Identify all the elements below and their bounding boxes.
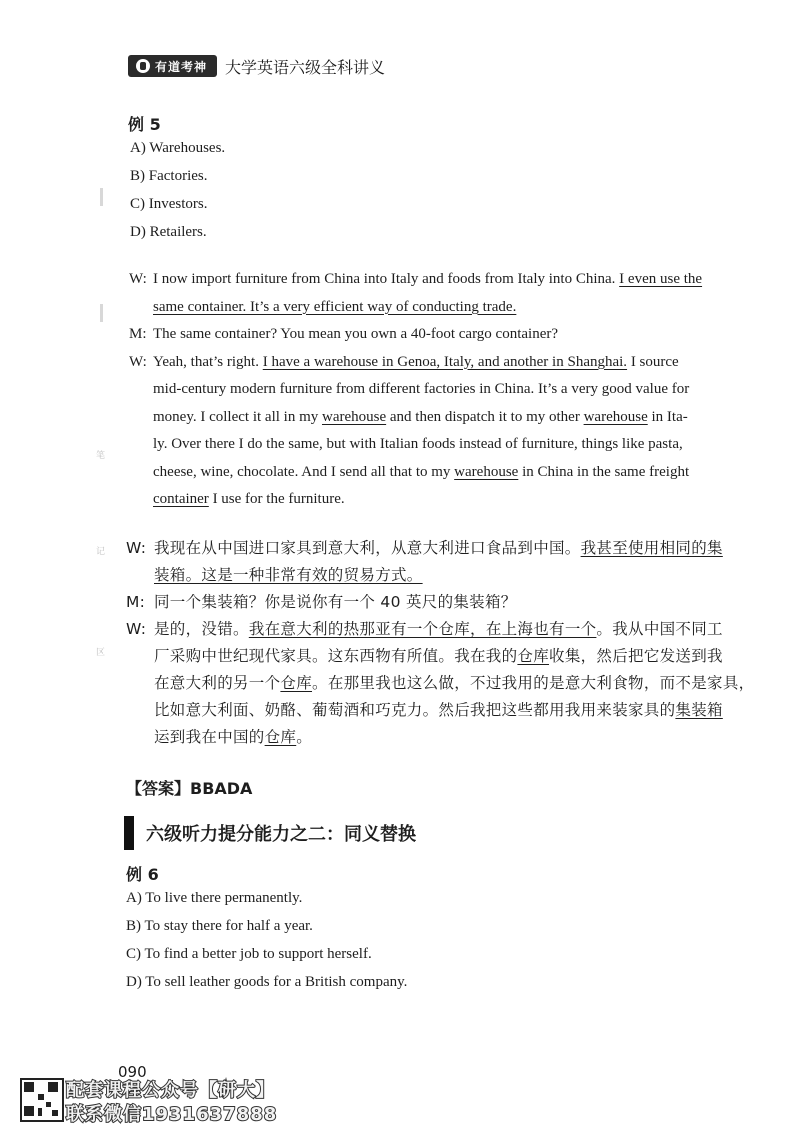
speaker-label: W:: [129, 271, 147, 287]
transcript-text: in Ita-: [647, 408, 688, 425]
margin-note-char: 笔: [96, 451, 106, 461]
brand-logo-icon: [136, 59, 150, 73]
transcript-text: 是的，没错。: [154, 620, 249, 638]
speaker-label: W:: [126, 620, 147, 638]
speaker-label: M:: [126, 593, 146, 611]
transcript-text: cheese, wine, chocolate. And I send all that to my: [153, 463, 455, 480]
promo-line-1: 配套课程公众号【研大】: [66, 1080, 275, 1101]
page-header: [128, 52, 385, 80]
transcript-text: The same container? You mean you own a 40-foot cargo container?: [153, 326, 559, 342]
example-5-option-b: B) Factories.: [130, 168, 208, 184]
example-5-option-a: A) Warehouses.: [130, 140, 226, 156]
transcript-text: 收集，然后把它发送到我: [549, 647, 723, 665]
underlined-text: 我在意大利的热那亚有一个仓库，在上海也有一个: [248, 620, 597, 638]
example-5-label: 例 5: [128, 115, 161, 134]
speaker-label: M:: [129, 326, 147, 342]
margin-note-char: 记: [96, 547, 106, 557]
transcript-line: [126, 535, 766, 562]
speaker-label: W:: [129, 353, 147, 370]
transcript-line: [126, 562, 766, 589]
transcript-line: [129, 266, 759, 294]
promo-line-2: 联系微信1931637888: [66, 1104, 278, 1125]
transcript-line: [126, 589, 766, 616]
transcript-text: Yeah, that’s right.: [153, 353, 263, 370]
margin-mark: [100, 304, 103, 322]
transcript-text: 。我从中国不同工: [596, 620, 723, 638]
example-6-option-a: A) To live there permanently.: [126, 890, 303, 906]
header-title: 大学英语六级全科讲义: [225, 57, 386, 77]
section-title: 六级听力提分能力之二：同义替换: [146, 824, 416, 845]
transcript-line: [129, 404, 759, 432]
transcript-line: [126, 697, 766, 724]
underlined-text: 集装箱: [675, 701, 723, 719]
underlined-text: warehouse: [454, 463, 519, 480]
margin-mark: [100, 188, 103, 206]
transcript-text: 厂采购中世纪现代家具。这东西物有所值。我在我的: [154, 647, 518, 665]
transcript-line: [129, 349, 759, 377]
speaker-label: W:: [126, 539, 147, 557]
transcript-chinese: [126, 535, 766, 751]
brand-logo: [128, 55, 217, 77]
transcript-line: [129, 376, 759, 404]
transcript-text: money. I collect it all in my: [153, 408, 322, 425]
transcript-text: I use for the furniture.: [208, 491, 345, 507]
example-5-option-c: C) Investors.: [130, 196, 208, 212]
transcript-text: 。在那里我也这么做，不过我用的是意大利食物，而不是家具，: [312, 674, 755, 692]
transcript-line: [129, 459, 759, 487]
transcript-text: 在意大利的另一个: [154, 674, 281, 692]
transcript-line: [126, 670, 766, 697]
transcript-line: [129, 321, 759, 349]
margin-note-char: 区: [96, 648, 106, 658]
transcript-text: mid-century modern furniture from different factories in China. It’s a very good value for: [153, 381, 690, 397]
example-6-label: 例 6: [126, 865, 159, 884]
transcript-line: [129, 486, 759, 514]
transcript-line: [129, 294, 759, 322]
transcript-text: 。: [296, 728, 313, 746]
transcript-text: I now import furniture from China into Italy and foods from Italy into China.: [153, 271, 620, 287]
transcript-text: 比如意大利面、奶酪、葡萄酒和巧克力。然后我把这些都用我用来装家具的: [154, 701, 676, 719]
qr-code-icon: [20, 1078, 64, 1122]
example-6-option-d: D) To sell leather goods for a British company.: [126, 974, 408, 990]
underlined-text: 仓库: [264, 728, 297, 746]
transcript-line: [126, 616, 766, 643]
transcript-line: [126, 643, 766, 670]
page-number: 090: [118, 1063, 147, 1081]
brand-logo-text: 有道考神: [155, 59, 208, 74]
underlined-text: warehouse: [321, 408, 387, 425]
underlined-text: 我甚至使用相同的集: [580, 539, 723, 557]
underlined-text: I even use the: [619, 271, 703, 287]
underlined-text: same container. It’s a very efficient way of conducting trade.: [153, 298, 517, 315]
transcript-text: 运到我在中国的: [154, 728, 265, 746]
example-6-option-c: C) To find a better job to support herself.: [126, 946, 372, 962]
transcript-text: I source: [627, 353, 679, 370]
underlined-text: 仓库: [517, 647, 550, 665]
underlined-text: 仓库: [280, 674, 313, 692]
transcript-line: [129, 431, 759, 459]
underlined-text: container: [153, 491, 209, 507]
transcript-text: 同一个集装箱？你是说你有一个 40 英尺的集装箱？: [154, 593, 517, 611]
transcript-english: [129, 266, 759, 514]
transcript-text: 我现在从中国进口家具到意大利，从意大利进口食品到中国。: [154, 539, 581, 557]
underlined-text: warehouse: [583, 408, 648, 425]
transcript-text: in China in the same freight: [518, 463, 690, 480]
transcript-text: and then dispatch it to my other: [386, 408, 584, 425]
underlined-text: I have a warehouse in Genoa, Italy, and another in Shanghai.: [262, 353, 628, 370]
example-5-option-d: D) Retailers.: [130, 224, 207, 240]
transcript-text: ly. Over there I do the same, but with Italian foods instead of furniture, things like pasta,: [153, 436, 683, 452]
section-marker-bar: [124, 816, 134, 850]
underlined-text: 装箱。这是一种非常有效的贸易方式。: [154, 566, 423, 584]
example-6-option-b: B) To stay there for half a year.: [126, 918, 313, 934]
answer-label: 【答案】BBADA: [126, 779, 253, 798]
transcript-line: [126, 724, 766, 751]
